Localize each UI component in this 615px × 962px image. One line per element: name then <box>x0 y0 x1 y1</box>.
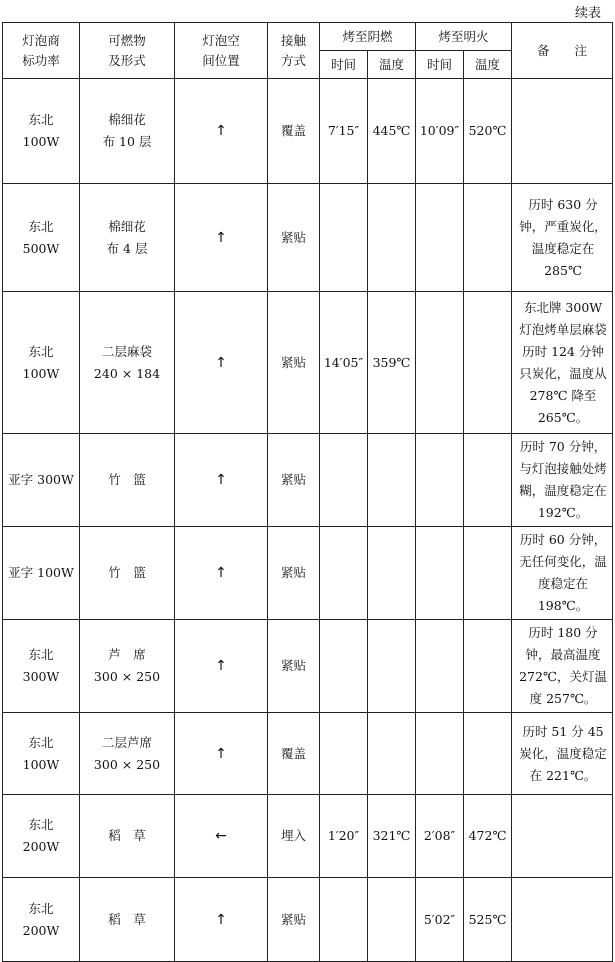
up-arrow-icon: ↑ <box>175 292 268 434</box>
smolder-time-cell <box>320 878 368 962</box>
flame-time-cell <box>416 713 464 795</box>
header-smolder-temp: 温度 <box>368 51 416 79</box>
bulb-cell: 东北 500W <box>3 184 80 292</box>
smolder-time-cell: 1′20″ <box>320 795 368 878</box>
smolder-temp-cell <box>368 184 416 292</box>
bulb-cell: 东北 100W <box>3 713 80 795</box>
up-arrow-icon: ↑ <box>175 184 268 292</box>
flame-temp-cell <box>464 184 512 292</box>
flame-time-cell <box>416 184 464 292</box>
flame-temp-cell: 525℃ <box>464 878 512 962</box>
flame-temp-cell <box>464 434 512 527</box>
flame-temp-cell <box>464 527 512 620</box>
material-cell: 竹 篮 <box>80 434 175 527</box>
header-smolder: 烤至阴燃 <box>320 23 416 51</box>
flame-temp-cell <box>464 292 512 434</box>
note-cell: 历时 70 分钟，与灯泡接触处烤糊，温度稳定在 192℃。 <box>512 434 613 527</box>
left-arrow-icon: ← <box>175 795 268 878</box>
smolder-time-cell: 7′15″ <box>320 79 368 184</box>
note-cell <box>512 795 613 878</box>
header-bulb: 灯泡商 标功率 <box>3 23 80 79</box>
table-row <box>3 292 613 434</box>
flame-time-cell: 5′02″ <box>416 878 464 962</box>
smolder-time-cell <box>320 620 368 713</box>
bulb-cell: 东北 300W <box>3 620 80 713</box>
flame-temp-cell: 472℃ <box>464 795 512 878</box>
material-cell: 二层芦席 300 × 250 <box>80 713 175 795</box>
flame-time-cell <box>416 434 464 527</box>
bulb-cell: 东北 100W <box>3 292 80 434</box>
header-flame: 烤至明火 <box>416 23 512 51</box>
smolder-temp-cell <box>368 620 416 713</box>
up-arrow-icon: ↑ <box>175 527 268 620</box>
smolder-time-cell: 14′05″ <box>320 292 368 434</box>
note-cell: 历时 180 分钟，最高温度 272℃，关灯温度 257℃。 <box>512 620 613 713</box>
material-cell: 竹 篮 <box>80 527 175 620</box>
header-position: 灯泡空 间位置 <box>175 23 268 79</box>
smolder-temp-cell: 445℃ <box>368 79 416 184</box>
header-contact: 接触 方式 <box>268 23 320 79</box>
experiment-table <box>2 22 613 962</box>
smolder-time-cell <box>320 527 368 620</box>
contact-cell: 紧贴 <box>268 878 320 962</box>
header-combustible: 可燃物 及形式 <box>80 23 175 79</box>
continued-label: 续表 <box>574 6 601 21</box>
smolder-temp-cell <box>368 878 416 962</box>
header-notes: 备 注 <box>512 23 613 79</box>
table-row <box>3 527 613 620</box>
table-row <box>3 795 613 878</box>
contact-cell: 紧贴 <box>268 434 320 527</box>
material-cell: 稻 草 <box>80 795 175 878</box>
note-cell <box>512 79 613 184</box>
up-arrow-icon: ↑ <box>175 878 268 962</box>
bulb-cell: 东北 200W <box>3 878 80 962</box>
up-arrow-icon: ↑ <box>175 713 268 795</box>
smolder-time-cell <box>320 434 368 527</box>
contact-cell: 紧贴 <box>268 292 320 434</box>
smolder-time-cell <box>320 713 368 795</box>
bulb-cell: 东北 100W <box>3 79 80 184</box>
flame-time-cell <box>416 620 464 713</box>
flame-time-cell <box>416 292 464 434</box>
flame-time-cell: 10′09″ <box>416 79 464 184</box>
flame-temp-cell <box>464 713 512 795</box>
bulb-cell: 亚字 300W <box>3 434 80 527</box>
up-arrow-icon: ↑ <box>175 434 268 527</box>
contact-cell: 紧贴 <box>268 184 320 292</box>
flame-temp-cell <box>464 620 512 713</box>
contact-cell: 覆盖 <box>268 713 320 795</box>
smolder-temp-cell <box>368 434 416 527</box>
table-row <box>3 713 613 795</box>
smolder-time-cell <box>320 184 368 292</box>
flame-time-cell <box>416 527 464 620</box>
material-cell: 棉细花 布 4 层 <box>80 184 175 292</box>
contact-cell: 埋入 <box>268 795 320 878</box>
material-cell: 二层麻袋 240 × 184 <box>80 292 175 434</box>
up-arrow-icon: ↑ <box>175 79 268 184</box>
table-row <box>3 620 613 713</box>
header-smolder-time: 时间 <box>320 51 368 79</box>
bulb-cell: 东北 200W <box>3 795 80 878</box>
table-row <box>3 184 613 292</box>
table-row <box>3 878 613 962</box>
note-cell: 历时 630 分钟，严重炭化，温度稳定在 285℃ <box>512 184 613 292</box>
note-cell: 历时 60 分钟，无任何变化，温度稳定在 198℃。 <box>512 527 613 620</box>
material-cell: 稻 草 <box>80 878 175 962</box>
table-row <box>3 434 613 527</box>
note-cell: 历时 51 分 45 炭化，温度稳定在 221℃。 <box>512 713 613 795</box>
material-cell: 芦 席 300 × 250 <box>80 620 175 713</box>
contact-cell: 紧贴 <box>268 527 320 620</box>
header-flame-time: 时间 <box>416 51 464 79</box>
material-cell: 棉细花 布 10 层 <box>80 79 175 184</box>
note-cell <box>512 878 613 962</box>
note-cell: 东北牌 300W 灯泡烤单层麻袋历时 124 分钟只炭化，温度从 278℃ 降至 265℃。 <box>512 292 613 434</box>
smolder-temp-cell <box>368 527 416 620</box>
flame-time-cell: 2′08″ <box>416 795 464 878</box>
header-flame-temp: 温度 <box>464 51 512 79</box>
up-arrow-icon: ↑ <box>175 620 268 713</box>
table-row <box>3 79 613 184</box>
contact-cell: 覆盖 <box>268 79 320 184</box>
header-row-1 <box>3 23 613 51</box>
smolder-temp-cell <box>368 713 416 795</box>
smolder-temp-cell: 321℃ <box>368 795 416 878</box>
contact-cell: 紧贴 <box>268 620 320 713</box>
bulb-cell: 亚字 100W <box>3 527 80 620</box>
flame-temp-cell: 520℃ <box>464 79 512 184</box>
smolder-temp-cell: 359℃ <box>368 292 416 434</box>
